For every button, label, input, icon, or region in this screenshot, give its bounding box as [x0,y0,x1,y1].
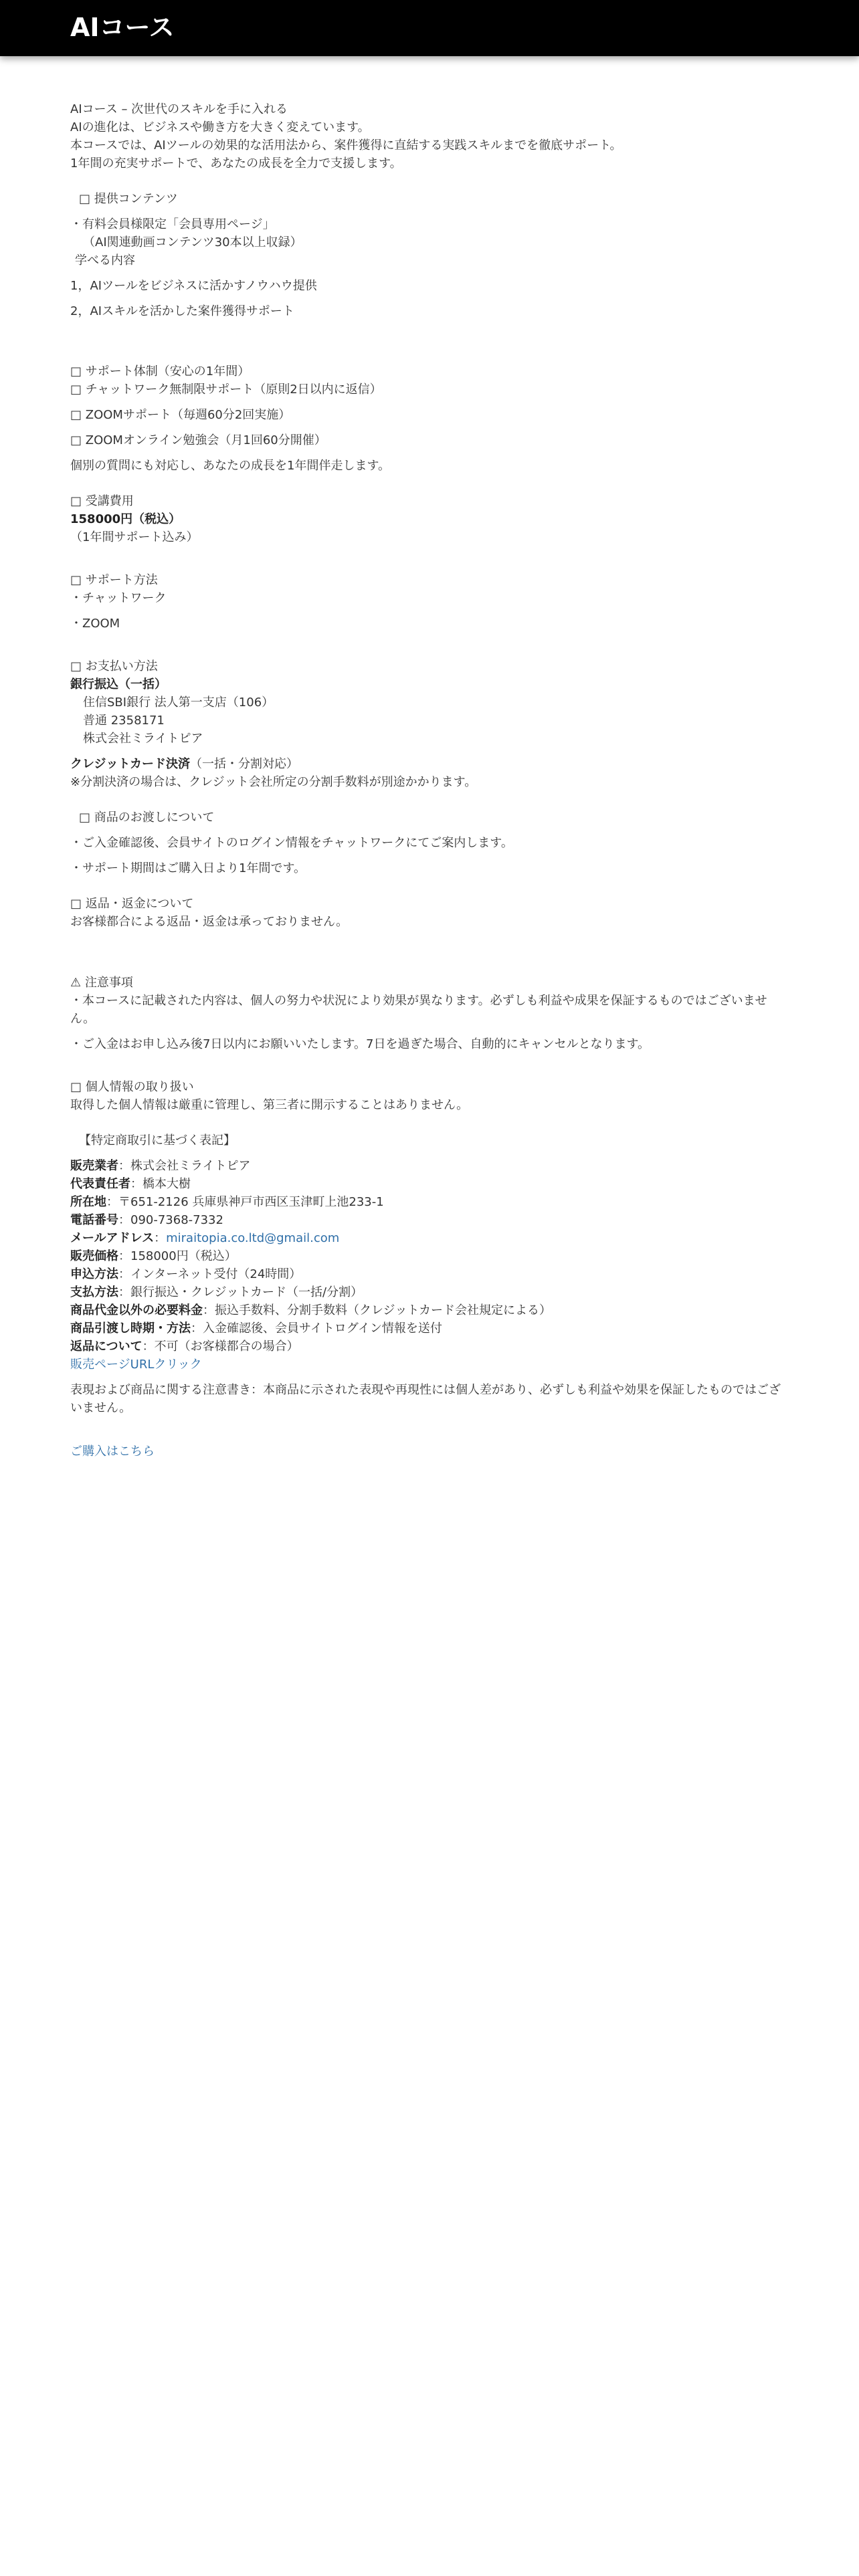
legal-heading: 【特定商取引に基づく表記】 [79,1134,235,1148]
box-icon: □ [70,573,82,587]
fee-note: （1年間サポート込み） [70,530,199,544]
support-item-2: □ ZOOMサポート（毎週60分2回実施） [70,408,291,422]
learn-item-2: 2，AIスキルを活かした案件獲得サポート [70,304,294,318]
method-item-1: ・チャットワーク [70,591,167,605]
fee-price: 158000円（税込） [70,512,181,526]
legal-email: メールアドレス：miraitopia.co.ltd@gmail.com [70,1231,340,1245]
card-label: クレジットカード決済（一括・分割対応） [70,757,299,771]
learn-item-1: 1，AIツールをビジネスに活かすノウハウ提供 [70,279,317,293]
fee-heading: □ 受講費用 [70,494,134,508]
bank-line-2: 普通 2358171 [83,714,165,728]
purchase-link[interactable]: ご購入はこちら [70,1444,155,1459]
bank-label: 銀行振込（一括） [70,677,167,691]
payment-heading: □ お支払い方法 [70,659,158,673]
learn-label: 学べる内容 [75,253,135,267]
delivery-heading: □ 商品のお渡しについて [79,811,215,825]
legal-payment: 支払方法：銀行振込・クレジットカード（一括/分割） [70,1285,363,1299]
contents-item-1-sub: （AI関連動画コンテンツ30本以上収録） [83,235,302,249]
legal-delivery: 商品引渡し時期・方法：入金確認後、会員サイトログイン情報を送付 [70,1321,442,1335]
box-icon: □ [70,659,82,673]
bank-line-3: 株式会社ミライトピア [83,732,203,746]
legal-extra-fees: 商品代金以外の必要料金：振込手数料、分割手数料（クレジットカード会社規定による） [70,1303,552,1317]
support-note: 個別の質問にも対応し、あなたの成長を1年間伴走します。 [70,459,391,473]
delivery-item-1: ・ご入金確認後、会員サイトのログイン情報をチャットワークにてご案内します。 [70,836,513,850]
bank-line-1: 住信SBI銀行 法人第一支店（106） [83,695,274,710]
caution-heading: ⚠ 注意事項 [70,976,133,990]
legal-apply: 申込方法：インターネット受付（24時間） [70,1267,302,1281]
legal-phone: 電話番号：090-7368-7332 [70,1213,223,1227]
contents-item-1: ・有料会員様限定「会員専用ページ」 [70,217,275,231]
box-icon: □ [70,1080,82,1094]
site-header [0,0,859,56]
method-heading: □ サポート方法 [70,573,158,587]
box-icon: □ [79,811,91,825]
box-icon: □ [70,494,82,508]
card-note: ※分割決済の場合は、クレジット会社所定の分割手数料が別途かかります。 [70,775,477,789]
legal-representative: 代表責任者：橋本大樹 [70,1177,191,1191]
caution-item-2: ・ご入金はお申し込み後7日以内にお願いいたします。7日を過ぎた場合、自動的にキャンセルとなります。 [70,1037,650,1051]
refund-text: お客様都合による返品・返金は承っておりません。 [70,915,349,929]
email-link[interactable]: miraitopia.co.ltd@gmail.com [166,1231,340,1245]
legal-returns: 返品について：不可（お客様都合の場合） [70,1339,299,1354]
refund-heading: □ 返品・返金について [70,897,194,911]
delivery-item-2: ・サポート期間はご購入日より1年間です。 [70,861,306,875]
intro-line-3: 本コースでは、AIツールの効果的な活用法から、案件獲得に直結する実践スキルまでを徹底サポート。 [70,138,622,152]
site-title: AIコース [70,13,175,42]
support-item-1: □ チャットワーク無制限サポート（原則2日以内に返信） [70,383,382,397]
privacy-text: 取得した個人情報は厳重に管理し、第三者に開示することはありません。 [70,1098,469,1112]
intro-line-2: AIの進化は、ビジネスや働き方を大きく変えています。 [70,120,370,134]
legal-address: 所在地：〒651-2126 兵庫県神戸市西区玉津町上池233-1 [70,1195,384,1209]
sales-page-link[interactable]: 販売ページURLクリック [70,1358,202,1372]
purchase-link-row [70,1442,786,1461]
method-item-2: ・ZOOM [70,617,120,631]
caution-item-1: ・本コースに記載された内容は、個人の努力や状況により効果が異なります。必ずしも利益や成果を保証するものではございません。 [70,994,767,1026]
support-item-3: □ ZOOMオンライン勉強会（月1回60分開催） [70,433,326,447]
sales-page-link-row [70,1356,786,1374]
contents-heading: □ 提供コンテンツ [79,192,178,206]
support-heading: □ サポート体制（安心の1年間） [70,364,250,379]
intro-line-1: AIコース – 次世代のスキルを手に入れる [70,102,288,116]
box-icon: □ [70,364,82,379]
legal-seller: 販売業者：株式会社ミライトピア [70,1159,251,1173]
legal-price: 販売価格：158000円（税込） [70,1249,237,1263]
box-icon: □ [70,433,82,447]
privacy-heading: □ 個人情報の取り扱い [70,1080,194,1094]
box-icon: □ [70,408,82,422]
legal-disclaimer: 表現および商品に関する注意書き：本商品に示された表現や再現性には個人差があり、必ずしも利益や効果を保証したものではございません。 [70,1383,781,1415]
intro-line-4: 1年間の充実サポートで、あなたの成長を全力で支援します。 [70,156,402,171]
box-icon: □ [70,897,82,911]
box-icon: □ [79,192,91,206]
box-icon: □ [70,383,82,397]
